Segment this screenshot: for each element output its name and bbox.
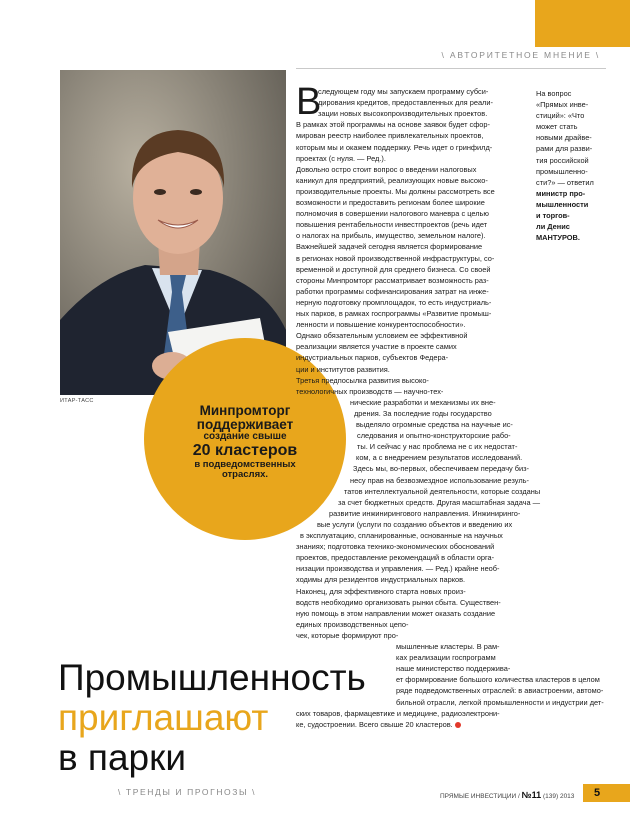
article-line: Наконец, для эффективного старта новых произ- [296,586,466,596]
article-line: работки программы софинансирования затрат на инже- [296,286,489,296]
pullquote-line: в подведомственных [194,458,296,470]
sidebar-line-bold: и торгов- [536,211,570,221]
sidebar-line: стиций»: «Что [536,111,585,121]
article-line: ком, а с внедрением результатов исследований. [356,453,523,463]
article-line: каникул для предприятий, реализующих новые высоко- [296,175,488,185]
sidebar-line: «Прямых инве- [536,100,589,110]
article-line: реализации является участие в проекте самих [296,342,457,352]
page-number: 5 [594,787,601,799]
article-line: бильной отрасли, легкой промышленности и индустрии дет- [396,697,604,707]
article-title [58,658,366,778]
issue-number: №11 [521,790,542,800]
header-rule [296,68,606,69]
pullquote-line: создание свыше [203,431,287,443]
article-line: стороны Минпромторг рассматривает возможность раз- [296,275,489,285]
end-mark-icon [455,722,461,728]
issue-year: (139) 2013 [542,793,575,800]
sidebar-line: новыми драйве- [536,133,592,143]
sidebar-line: рами для разви- [536,144,593,154]
title-line: Промышленность [58,657,366,698]
article-line: нические разработки и механизмы их вне- [350,397,496,407]
article-line: водств необходимо организовать рынки сбыта. Существен- [296,597,501,607]
article-line: ряде подведомственных отраслей: в авиастроении, автомо- [396,686,604,696]
article-line: наше министерство поддержива- [396,664,511,674]
article-line: ет формирование большого количества кластеров в целом [396,675,600,685]
article-line: Здесь мы, во-первых, обеспечиваем передачу биз- [353,464,530,474]
sidebar-line: может стать [536,122,578,132]
title-line: в парки [58,737,186,778]
sidebar-line-bold: МАНТУРОВ. [536,233,580,243]
article-line: единых производственных цепо- [296,619,409,629]
article-line: низации производства и управления. — Ред.) крайне необ- [296,564,500,574]
article-line: зации новых высокопроизводительных проектов. [318,109,488,119]
article-line: о налогах на прибыль, имущество, земельном налоге). [296,231,486,241]
drop-cap: В [296,81,322,123]
article-line: развитие инжинирингового направления. Инжиниринго- [329,508,521,518]
article-line: выделяло огромные средства на научные ис- [356,420,513,429]
article-line: ции и институтов развития. [296,364,390,374]
article-line: ленности и повышение конкурентоспособности». [296,320,466,330]
article-line: ке, судостроении. Всего свыше 20 кластеров. [296,719,530,730]
page-number-box [583,784,630,802]
pullquote [155,404,335,480]
article-line: дирования кредитов, предоставленных для реали- [318,98,493,108]
article-line: проектах (с нуля. — Ред.). [296,153,386,163]
article-line: вые услуги (услуги по созданию объектов и введению их [317,519,513,529]
sidebar-line: сти?» — ответил [536,177,594,187]
article-line: за счет бюджетных средств. Другая масштабная задача — [338,497,541,507]
article-line: повышения рентабельности инвестпроектов (речь идет [296,220,488,230]
article-line: ходимы для резидентов индустриальных парков. [296,575,466,585]
pullquote-line: поддерживает [196,417,294,433]
footer-magazine [440,790,574,800]
article-line: ных парков, в рамках госпрограммы «Развитие промыш- [296,309,492,318]
article-line: чек, которые формируют про- [296,630,399,640]
article-line: в эксплуатацию, спланированные, основанные на научных [300,531,503,540]
magazine-name: ПРЯМЫЕ ИНВЕСТИЦИИ / [440,793,520,800]
article-line: которым мы и окажем поддержку. Речь идет о гринфилд- [296,142,493,152]
sidebar-line-bold: министр про- [536,188,586,198]
article-line: в регионах новой производственной инфраструктуры, со- [296,253,495,263]
article-line: Довольно остро стоит вопрос о введении налоговых [296,164,477,174]
article-line: ты. И сейчас у нас проблема не с их недостат- [357,442,518,452]
pullquote-line: Минпромторг [199,403,291,418]
article-line: мышленные кластеры. В рам- [396,642,500,651]
title-line: приглашают [58,697,269,738]
article-line: возможности и предоставить регионам более широкие [296,198,485,207]
section-label: \ АВТОРИТЕТНОЕ МНЕНИЕ \ [441,50,600,60]
footer-section: \ ТРЕНДЫ И ПРОГНОЗЫ \ [118,787,257,797]
article-line: Важнейшей задачей сегодня является формирование [296,242,483,252]
article-line: индустриальных парков, субъектов Федера- [296,353,449,363]
article-line: ских товаров, фармацевтике и медицине, радиоэлектрони- [296,708,500,718]
sidebar-line: тия российской [536,155,589,165]
sidebar-line-bold: мышленности [536,199,589,209]
article-line: полномочия в совершении налогового маневра с целью [296,209,489,219]
sidebar-line-bold: ли Денис [536,222,570,232]
article-line: татов интеллектуальной деятельности, которые созданы [344,486,541,496]
article-line: ках реализации госпрограмм [396,653,496,663]
article-line: следующем году мы запускаем программу субси- [318,87,489,96]
article-line: Однако обязательным условием ее эффективной [296,331,468,341]
article-line: В рамках этой программы на основе заявок будет сфор- [296,120,490,130]
sidebar-line: На вопрос [536,89,572,98]
article-line: проектов, предоставление рекомендаций в области орга- [296,553,495,563]
article-line: знаниях; подготовка технико-экономических обоснований [296,542,495,552]
article-line: производительные проекты. Мы должны рассмотреть все [296,186,495,196]
article-line: мирован реестр наиболее привлекательных проектов, [296,131,484,141]
sidebar-line: промышленно- [536,166,588,176]
photo-credit: ИТАР-ТАСС [60,398,94,404]
article-line: следования и опытно-конструкторские рабо- [357,431,511,441]
top-accent-tab [535,0,630,47]
article-line: ную помощь в этом направлении может оказать создание [296,608,496,618]
article-line: технологичных производств — научно-тех- [296,386,444,396]
article-line: временной и доступной для среднего бизнеса. Со своей [296,264,491,274]
article-line: дрения. За последние годы государство [354,408,492,418]
article-line: нерную подготовку промплощадок, то есть индустриаль- [296,297,492,307]
article-line: несу прав на безвозмездное использование резуль- [350,475,529,485]
pullquote-line: отраслях. [221,468,269,480]
article-line: Третья предпосылка развития высоко- [296,375,429,385]
sidebar-intro [536,88,608,243]
pullquote-line: 20 кластеров [192,441,298,459]
